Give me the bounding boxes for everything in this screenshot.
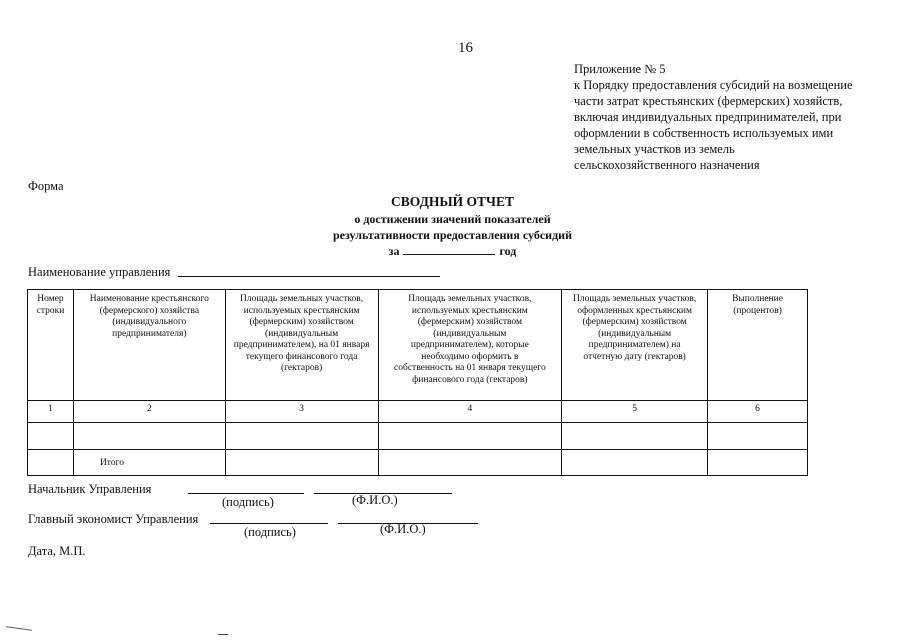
table-cell[interactable] — [562, 423, 708, 450]
table-cell[interactable] — [225, 423, 378, 450]
column-number-cell: 2 — [73, 401, 225, 423]
report-table — [27, 289, 808, 476]
table-total-row — [28, 450, 808, 476]
table-row — [28, 401, 808, 423]
head-signature-label: Начальник Управления — [28, 482, 152, 496]
report-subtitle: о достижении значений показателей — [354, 212, 551, 226]
table-cell[interactable] — [378, 423, 562, 450]
appendix-title: Приложение № 5 — [574, 62, 666, 76]
table-cell[interactable] — [28, 423, 74, 450]
column-number-cell: 1 — [28, 401, 74, 423]
report-subtitle: результативности предоставления субсидий — [332, 228, 572, 242]
header-cell: Выполнение (процентов) — [708, 290, 808, 401]
management-label: Наименование управления — [28, 265, 171, 279]
column-number-cell: 3 — [225, 401, 378, 423]
table-header-row — [28, 290, 808, 401]
table-row — [28, 423, 808, 450]
table-cell[interactable] — [708, 450, 808, 476]
header-cell: Площадь земельных участков, оформленных крестьянским (фермерским) хозяйством (индивидуальным предпринимателем) на отчетную дату (гектаров) — [562, 290, 708, 401]
scan-artifact — [218, 634, 228, 635]
appendix-block — [574, 61, 853, 173]
column-number-cell: 6 — [708, 401, 808, 423]
name-caption: (Ф.И.О.) — [380, 522, 426, 536]
column-number-cell: 4 — [378, 401, 562, 423]
economist-signature-field[interactable] — [210, 523, 328, 524]
management-blank-field[interactable] — [178, 276, 440, 277]
appendix-line: к Порядку предоставления субсидий на возмещение — [574, 78, 853, 92]
table-cell[interactable] — [562, 450, 708, 476]
page-number: 16 — [458, 40, 473, 56]
date-stamp-label: Дата, М.П. — [28, 544, 86, 558]
form-label: Форма — [28, 179, 64, 193]
appendix-line: части затрат крестьянских (фермерских) хозяйств, — [574, 94, 843, 108]
economist-signature-label: Главный экономист Управления — [28, 512, 199, 526]
appendix-line: земельных участков из земель — [574, 142, 735, 156]
header-cell: Наименование крестьянского (фермерского) хозяйства (индивидуального предпринимателя) — [73, 290, 225, 401]
scan-artifact — [6, 626, 32, 631]
report-title-block — [0, 193, 905, 259]
report-period — [0, 243, 905, 259]
table-cell[interactable] — [378, 450, 562, 476]
table-cell[interactable] — [225, 450, 378, 476]
signature-caption: (подпись) — [244, 525, 296, 539]
period-suffix: год — [499, 244, 517, 258]
table-cell[interactable] — [73, 423, 225, 450]
header-cell: Площадь земельных участков, используемых крестьянским (фермерским) хозяйством (индивидуальным предпринимателем), которые необходимо оформить в собственность на 01 января текущего финансового года (гектаров) — [378, 290, 562, 401]
column-number-cell: 5 — [562, 401, 708, 423]
table-cell[interactable] — [28, 450, 74, 476]
table-cell[interactable] — [708, 423, 808, 450]
appendix-line: оформлении в собственность используемых ими — [574, 126, 834, 140]
header-cell: Номер строки — [28, 290, 74, 401]
header-cell: Площадь земельных участков, используемых крестьянским (фермерским) хозяйством (индивидуальным предпринимателем), на 01 января текущего финансового года (гектаров) — [225, 290, 378, 401]
appendix-line: сельскохозяйственного назначения — [574, 158, 760, 172]
period-prefix: за — [388, 244, 400, 258]
report-title: СВОДНЫЙ ОТЧЕТ — [391, 194, 514, 209]
signature-caption: (подпись) — [222, 495, 274, 509]
name-caption: (Ф.И.О.) — [352, 493, 398, 507]
period-blank-field[interactable] — [403, 243, 495, 255]
total-label: Итого — [73, 450, 225, 476]
head-signature-field[interactable] — [188, 493, 304, 494]
appendix-line: включая индивидуальных предпринимателей, при — [574, 110, 842, 124]
